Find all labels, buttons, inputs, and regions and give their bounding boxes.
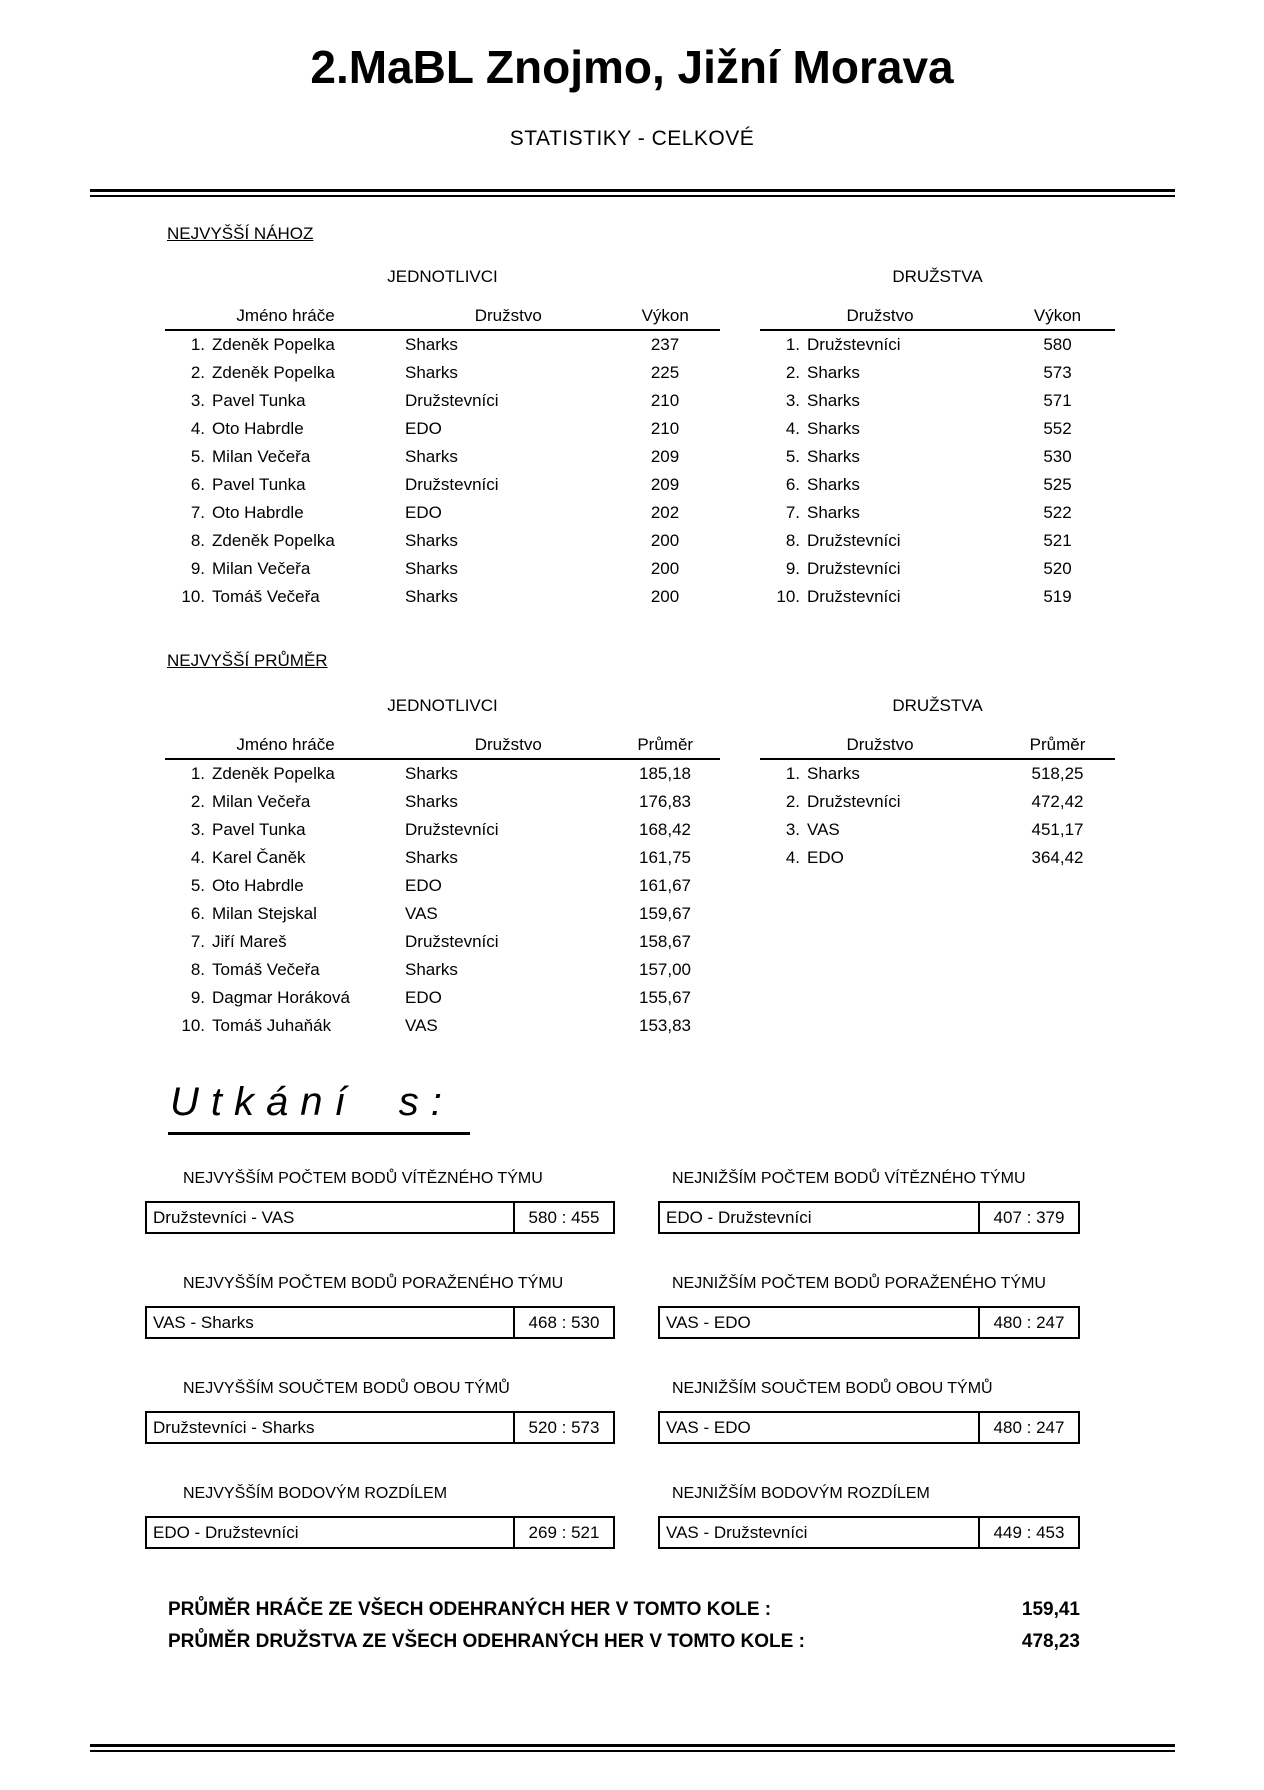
player-name: Zdeněk Popelka xyxy=(212,363,335,382)
table-row xyxy=(760,499,1115,527)
team-name: Sharks xyxy=(405,531,458,550)
stat-cell xyxy=(145,1485,615,1549)
player-name: Oto Habrdle xyxy=(212,419,304,438)
team-name: EDO xyxy=(405,503,442,522)
table-row xyxy=(165,760,720,788)
rank: 4. xyxy=(785,419,800,438)
team-name: Sharks xyxy=(405,587,458,606)
value: 521 xyxy=(1043,531,1072,550)
value: 518,25 xyxy=(1031,764,1084,783)
value: 161,67 xyxy=(639,876,691,895)
value: 530 xyxy=(1043,447,1072,466)
rank: 1. xyxy=(190,764,205,783)
match-score: 480 : 247 xyxy=(978,1413,1078,1442)
table-row xyxy=(760,527,1115,555)
rank: 3. xyxy=(190,820,205,839)
table-row xyxy=(165,900,720,928)
table-row xyxy=(760,788,1115,816)
match-teams: VAS - Družstevníci xyxy=(666,1522,808,1542)
stat-label: NEJVYŠŠÍM SOUČTEM BODŮ OBOU TÝMŮ xyxy=(183,1380,510,1397)
team-name: Sharks xyxy=(405,792,458,811)
table-row xyxy=(760,331,1115,359)
table-row xyxy=(165,928,720,956)
table-row xyxy=(165,387,720,415)
team-name: Sharks xyxy=(405,960,458,979)
team-name: Sharks xyxy=(405,848,458,867)
team-name: EDO xyxy=(405,876,442,895)
table-row xyxy=(760,387,1115,415)
rank: 8. xyxy=(190,960,205,979)
player-name: Karel Čaněk xyxy=(212,848,306,867)
rank: 7. xyxy=(785,503,800,522)
rank: 2. xyxy=(190,792,205,811)
table-header xyxy=(760,307,1115,331)
rank: 5. xyxy=(190,447,205,466)
rank: 4. xyxy=(190,419,205,438)
rank: 3. xyxy=(785,820,800,839)
table-row xyxy=(165,956,720,984)
rank: 10. xyxy=(181,587,205,606)
stat-cell xyxy=(658,1170,1080,1234)
rank: 6. xyxy=(190,475,205,494)
value: 210 xyxy=(650,419,680,438)
team-name: Družstevníci xyxy=(807,587,901,606)
player-name: Tomáš Večeřa xyxy=(212,587,320,606)
team-name: EDO xyxy=(405,988,442,1007)
stat-box xyxy=(658,1516,1080,1549)
column-header-team: Družstvo xyxy=(474,306,542,325)
stat-cell xyxy=(658,1275,1080,1339)
table-title-teams: DRUŽSTVA xyxy=(892,696,983,715)
table-row xyxy=(165,527,720,555)
summary-row xyxy=(168,1626,1080,1658)
column-header-value: Výkon xyxy=(1033,306,1082,325)
player-name: Jiří Mareš xyxy=(212,932,287,951)
table-title-individuals: JEDNOTLIVCI xyxy=(387,267,498,286)
team-name: Sharks xyxy=(807,475,860,494)
stat-label: NEJVYŠŠÍM BODOVÝM ROZDÍLEM xyxy=(183,1485,448,1502)
summary-value: 159,41 xyxy=(1021,1599,1080,1620)
value: 520 xyxy=(1043,559,1072,578)
match-score: 580 : 455 xyxy=(513,1203,613,1232)
team-name: Sharks xyxy=(807,447,860,466)
summary-label: PRŮMĚR DRUŽSTVA ZE VŠECH ODEHRANÝCH HER V TOMTO KOLE : xyxy=(168,1631,805,1652)
team-name: Sharks xyxy=(405,764,458,783)
match-score: 520 : 573 xyxy=(513,1413,613,1442)
rank: 2. xyxy=(785,363,800,382)
value: 157,00 xyxy=(639,960,691,979)
column-header-value: Průměr xyxy=(1029,735,1086,754)
table-row xyxy=(165,788,720,816)
value: 155,67 xyxy=(639,988,691,1007)
team-name: Sharks xyxy=(405,363,458,382)
summary-row xyxy=(168,1594,1080,1626)
value: 209 xyxy=(650,447,680,466)
rank: 4. xyxy=(190,848,205,867)
match-teams: EDO - Družstevníci xyxy=(153,1522,299,1542)
rank: 9. xyxy=(190,988,205,1007)
column-header-player: Jméno hráče xyxy=(236,735,335,754)
value: 202 xyxy=(650,503,680,522)
team-name: Sharks xyxy=(405,335,458,354)
rank: 7. xyxy=(190,932,205,951)
match-teams: VAS - EDO xyxy=(666,1312,751,1332)
match-score: 407 : 379 xyxy=(978,1203,1078,1232)
table-row xyxy=(760,816,1115,844)
column-header-team: Družstvo xyxy=(846,306,914,325)
stat-box xyxy=(145,1306,615,1339)
team-name: Sharks xyxy=(807,391,860,410)
team-name: VAS xyxy=(807,820,840,839)
team-name: Družstevníci xyxy=(807,792,901,811)
table-row xyxy=(165,555,720,583)
team-name: Družstevníci xyxy=(807,335,901,354)
rank: 5. xyxy=(785,447,800,466)
team-name: Sharks xyxy=(807,419,860,438)
rank: 9. xyxy=(785,559,800,578)
match-score: 269 : 521 xyxy=(513,1518,613,1547)
column-header-team: Družstvo xyxy=(474,735,542,754)
value: 571 xyxy=(1043,391,1072,410)
summary-value: 478,23 xyxy=(1021,1631,1080,1652)
player-name: Tomáš Večeřa xyxy=(212,960,320,979)
player-name: Tomáš Juhaňák xyxy=(212,1016,332,1035)
rank: 10. xyxy=(181,1016,205,1035)
stat-box xyxy=(658,1306,1080,1339)
table-header xyxy=(165,307,720,331)
player-name: Zdeněk Popelka xyxy=(212,335,335,354)
value: 472,42 xyxy=(1031,792,1084,811)
match-score: 468 : 530 xyxy=(513,1308,613,1337)
rank: 6. xyxy=(785,475,800,494)
value: 153,83 xyxy=(639,1016,691,1035)
stat-cell xyxy=(658,1380,1080,1444)
rank: 8. xyxy=(785,531,800,550)
rank: 3. xyxy=(785,391,800,410)
table-row xyxy=(165,583,720,611)
table-title-individuals: JEDNOTLIVCI xyxy=(387,696,498,715)
value: 237 xyxy=(650,335,680,354)
rank: 2. xyxy=(190,363,205,382)
stat-label: NEJNIŽŠÍM SOUČTEM BODŮ OBOU TÝMŮ xyxy=(672,1380,993,1397)
player-name: Oto Habrdle xyxy=(212,503,304,522)
match-teams: Družstevníci - VAS xyxy=(153,1207,295,1227)
player-name: Milan Večeřa xyxy=(212,792,311,811)
table-nahoz-teams xyxy=(760,267,1115,611)
value: 200 xyxy=(650,531,680,550)
rank: 1. xyxy=(785,335,800,354)
page-title: 2.MaBL Znojmo, Jižní Morava xyxy=(310,41,954,93)
table-row xyxy=(165,872,720,900)
stat-cell xyxy=(658,1485,1080,1549)
value: 573 xyxy=(1043,363,1072,382)
value: 519 xyxy=(1043,587,1072,606)
team-name: VAS xyxy=(405,1016,438,1035)
value: 158,67 xyxy=(639,932,691,951)
rank: 10. xyxy=(776,587,800,606)
table-row xyxy=(760,555,1115,583)
table-row xyxy=(760,760,1115,788)
team-name: Sharks xyxy=(405,447,458,466)
table-row xyxy=(165,471,720,499)
table-row xyxy=(165,415,720,443)
value: 552 xyxy=(1043,419,1072,438)
table-row xyxy=(165,331,720,359)
match-teams: EDO - Družstevníci xyxy=(666,1207,812,1227)
match-teams: Družstevníci - Sharks xyxy=(153,1417,315,1437)
stat-cell xyxy=(145,1275,615,1339)
team-name: EDO xyxy=(405,419,442,438)
value: 580 xyxy=(1043,335,1072,354)
table-row xyxy=(165,816,720,844)
stat-label: NEJNIŽŠÍM BODOVÝM ROZDÍLEM xyxy=(672,1485,930,1502)
stat-label: NEJNIŽŠÍM POČTEM BODŮ VÍTĚZNÉHO TÝMU xyxy=(672,1170,1026,1187)
value: 522 xyxy=(1043,503,1072,522)
column-header-team: Družstvo xyxy=(846,735,914,754)
player-name: Zdeněk Popelka xyxy=(212,764,335,783)
value: 176,83 xyxy=(639,792,691,811)
footer-divider xyxy=(90,1744,1175,1752)
rank: 4. xyxy=(785,848,800,867)
team-name: VAS xyxy=(405,904,438,923)
stat-cell xyxy=(145,1170,615,1234)
page-subtitle: STATISTIKY - CELKOVÉ xyxy=(509,127,755,150)
rank: 1. xyxy=(190,335,205,354)
player-name: Pavel Tunka xyxy=(212,475,306,494)
table-row xyxy=(760,415,1115,443)
value: 168,42 xyxy=(639,820,691,839)
player-name: Pavel Tunka xyxy=(212,820,306,839)
summary-label: PRŮMĚR HRÁČE ZE VŠECH ODEHRANÝCH HER V TOMTO KOLE : xyxy=(168,1599,772,1620)
value: 200 xyxy=(650,559,680,578)
team-name: Družstevníci xyxy=(807,531,901,550)
header-divider xyxy=(90,189,1175,197)
rank: 3. xyxy=(190,391,205,410)
player-name: Pavel Tunka xyxy=(212,391,306,410)
stat-label: NEJVYŠŠÍM POČTEM BODŮ VÍTĚZNÉHO TÝMU xyxy=(183,1170,543,1187)
table-row xyxy=(165,499,720,527)
player-name: Dagmar Horáková xyxy=(212,988,350,1007)
section-title-nejvyssi-nahoz: NEJVYŠŠÍ NÁHOZ xyxy=(167,224,314,243)
column-header-value: Průměr xyxy=(637,735,694,754)
team-name: Družstevníci xyxy=(405,932,499,951)
team-name: Družstevníci xyxy=(405,391,499,410)
stat-label: NEJNIŽŠÍM POČTEM BODŮ PORAŽENÉHO TÝMU xyxy=(672,1275,1046,1292)
value: 525 xyxy=(1043,475,1072,494)
summary xyxy=(168,1594,1080,1658)
player-name: Zdeněk Popelka xyxy=(212,531,335,550)
match-teams: VAS - Sharks xyxy=(153,1312,254,1332)
player-name: Oto Habrdle xyxy=(212,876,304,895)
rank: 6. xyxy=(190,904,205,923)
rank: 1. xyxy=(785,764,800,783)
stat-label: NEJVYŠŠÍM POČTEM BODŮ PORAŽENÉHO TÝMU xyxy=(183,1275,564,1292)
section-title-nejvyssi-prumer: NEJVYŠŠÍ PRŮMĚR xyxy=(167,651,328,670)
match-teams: VAS - EDO xyxy=(666,1417,751,1437)
value: 200 xyxy=(650,587,680,606)
value: 209 xyxy=(650,475,680,494)
rank: 5. xyxy=(190,876,205,895)
value: 451,17 xyxy=(1031,820,1084,839)
table-row xyxy=(165,984,720,1012)
stat-box xyxy=(145,1201,615,1234)
value: 364,42 xyxy=(1031,848,1084,867)
table-prumer-teams xyxy=(760,696,1115,872)
table-nahoz-individuals xyxy=(165,267,720,611)
stat-box xyxy=(658,1201,1080,1234)
table-row xyxy=(760,359,1115,387)
table-row xyxy=(760,471,1115,499)
table-header xyxy=(760,736,1115,760)
team-name: Sharks xyxy=(807,503,860,522)
value: 159,67 xyxy=(639,904,691,923)
utkani-heading: Utkání s: xyxy=(168,1080,470,1135)
value: 225 xyxy=(650,363,680,382)
table-row xyxy=(760,583,1115,611)
table-prumer-individuals xyxy=(165,696,720,1040)
rank: 2. xyxy=(785,792,800,811)
stat-box xyxy=(145,1411,615,1444)
player-name: Milan Stejskal xyxy=(212,904,317,923)
stat-cell xyxy=(145,1380,615,1444)
match-score: 480 : 247 xyxy=(978,1308,1078,1337)
team-name: Družstevníci xyxy=(405,820,499,839)
team-name: Sharks xyxy=(807,764,860,783)
value: 161,75 xyxy=(639,848,691,867)
team-name: EDO xyxy=(807,848,844,867)
team-name: Sharks xyxy=(807,363,860,382)
table-row xyxy=(165,359,720,387)
stat-box xyxy=(658,1411,1080,1444)
stat-box xyxy=(145,1516,615,1549)
table-row xyxy=(760,844,1115,872)
team-name: Družstevníci xyxy=(807,559,901,578)
column-header-player: Jméno hráče xyxy=(236,306,335,325)
utkani-stats-grid xyxy=(145,1170,1080,1549)
table-row xyxy=(165,844,720,872)
match-score: 449 : 453 xyxy=(978,1518,1078,1547)
player-name: Milan Večeřa xyxy=(212,447,311,466)
column-header-value: Výkon xyxy=(641,306,689,325)
table-title-teams: DRUŽSTVA xyxy=(892,267,983,286)
value: 210 xyxy=(650,391,680,410)
team-name: Sharks xyxy=(405,559,458,578)
table-header xyxy=(165,736,720,760)
rank: 9. xyxy=(190,559,205,578)
team-name: Družstevníci xyxy=(405,475,499,494)
table-row xyxy=(165,1012,720,1040)
table-row xyxy=(760,443,1115,471)
rank: 8. xyxy=(190,531,205,550)
value: 185,18 xyxy=(639,764,691,783)
rank: 7. xyxy=(190,503,205,522)
table-row xyxy=(165,443,720,471)
player-name: Milan Večeřa xyxy=(212,559,311,578)
